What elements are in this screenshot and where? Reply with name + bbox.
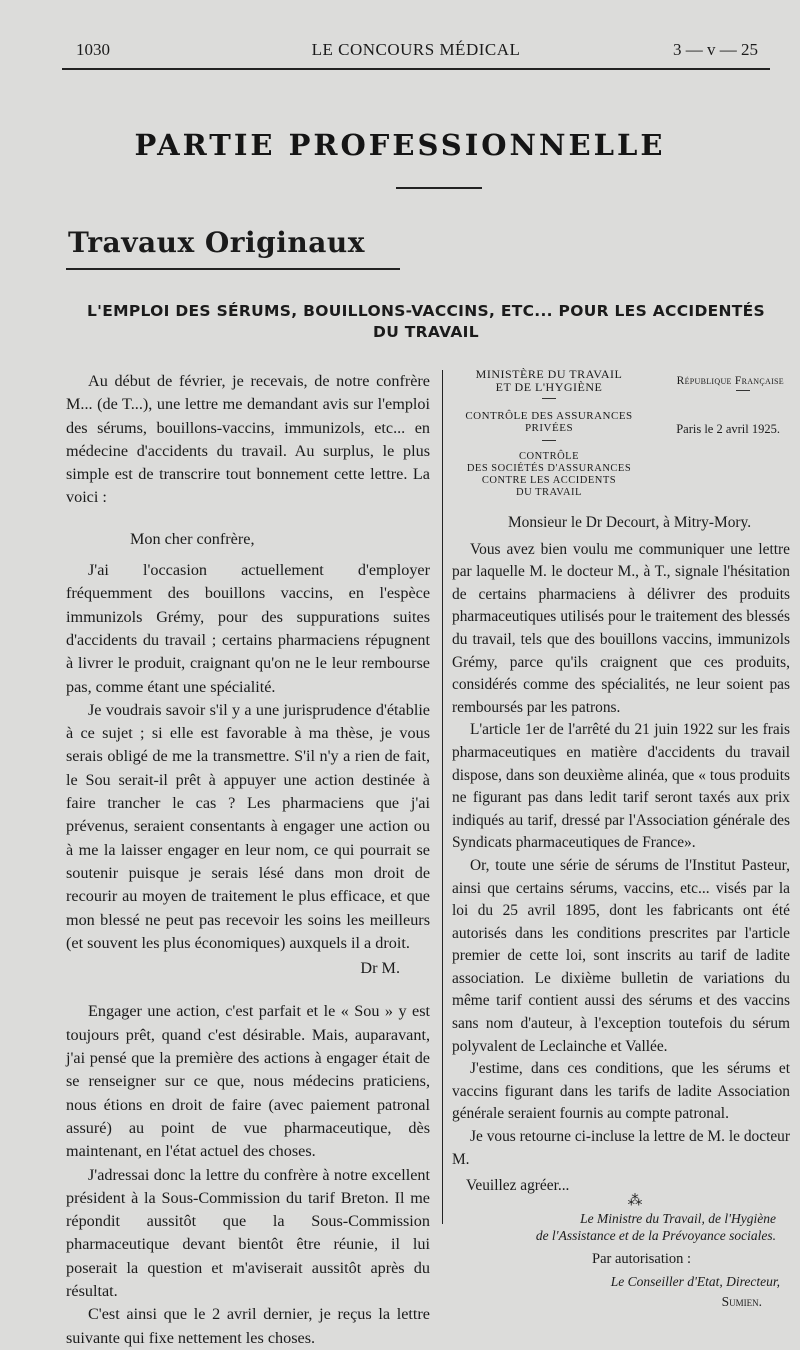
controle-line: PRIVÉES [524,422,574,434]
letterhead-dash [736,390,750,391]
letter-paragraph: Je voudrais savoir s'il y a une jurisprudence d'établie à ce sujet ; si elle est favorable à ma thèse, je vous serais obligé de me la transmettre. S'il n'y a rien de fait, le Sou serait-il prêt à appuyer une action destinée à faire trancher le cas ? Les pharmaciens que j'ai prévenus, seraient consentants à engager une action ou à me la laisser engager en leur nom, ce qui pourrait se soutenir puisque je serais lésé dans mon droit de recourir au moyen de traitement le plus efficace, et que mon blessé ne peut pas recevoir les soins les meilleurs (et souvent les plus économiques) auxquels il a droit. [66,700,430,952]
reply-paragraph: Je vous retourne ci-incluse la lettre de M. le docteur M. [452,1128,790,1168]
page-number: 1030 [76,40,110,59]
column-divider [442,370,443,1224]
article-title-line1: L'EMPLOI DES SÉRUMS, BOUILLONS-VACCINS, ETC... POUR LES ACCIDENTÉS [87,302,765,320]
reply-paragraph: J'estime, dans ces conditions, que les sérums et vaccins figurant dans les tarifs de ladite Association générale seraient fournis au compte patronal. [452,1060,790,1123]
article-title-line2: DU TRAVAIL [373,323,479,341]
signature-line: Le Ministre du Travail, de l'Hygiène [580,1210,776,1226]
controle-line: DES SOCIÉTÉS D'ASSURANCES [466,463,632,474]
running-head [62,36,770,66]
conseiller-title: Le Conseiller d'Etat, Directeur, [610,1274,780,1290]
letter-date: Paris le 2 avril 1925. [676,422,780,436]
reply-paragraph: L'article 1er de l'arrêté du 21 juin 1922 sur les frais pharmaceutiques en matière d'accidents du travail dispose, dans son deuxième alinéa, que « tous produits ne figurant pas dans ledit tarif seront taxés aux prix indiqués au tarif, dressé par l'Association générale des Syndicats pharmaceutiques de France». [452,721,790,852]
letter-closing: Veuillez agréer... [466,1177,570,1195]
right-column [452,368,790,1314]
article-title [56,301,796,343]
letter-paragraph: J'ai l'occasion actuellement d'employer fréquemment des bouillons vaccins, en l'espèce immunizols Grémy, pour des suppurations suites d'accidents du travail ; certains pharmaciens répugnent à livrer le produit, craignant qu'on ne le leur rembourse pas, comme étant une spécialité. [66,561,430,696]
subsection-underline [66,268,400,270]
letterhead-dash [542,440,556,441]
issue-date: 3 — v — 25 [673,40,758,59]
reply-paragraph: Vous avez bien voulu me communiquer une lettre par laquelle M. le docteur M., à T., signale l'hésitation de certains pharmaciens à délivrer des produits pharmaceutiques utilisés pour le traitement des blessés du travail, tels que des bouillons vaccins, immunizols Grémy, parce qu'ils craignent que ces produits, considérés comme des spécialités, ne leur soient pas remboursés par les patrons. [452,540,790,716]
letterhead-dash [542,398,556,399]
ministry-line: MINISTÈRE DU TRAVAIL [475,367,623,381]
left-column [66,370,430,1350]
journal-title: LE CONCOURS MÉDICAL [311,40,521,59]
letter-addressee: Monsieur le Dr Decourt, à Mitry-Mory. [508,514,752,531]
ministry-name [454,368,644,394]
authorization-line: Par autorisation : [592,1250,692,1267]
body-paragraph: Engager une action, c'est parfait et le « Sou » y est toujours prêt, quand c'est désirable. Mais, auparavant, j'ai pensé que la première des actions à engager était de se renseigner sur ce que, nous médecins praticiens, nous étions en droit de faire (avec paiement patronal assuré) au point de vue pharmaceutique, dès maintenant, en l'état actuel des choses. [66,1002,430,1161]
body-paragraph: C'est ainsi que le 2 avril dernier, je reçus la lettre suivante qui fixe nettement les choses. [66,1305,430,1347]
section-divider [396,187,482,189]
section-title: PARTIE PROFESSIONNELLE [134,128,666,162]
letter-salutation: Mon cher confrère, [130,529,255,548]
signature-line: de l'Assistance et de la Prévoyance sociales. [535,1227,776,1243]
letterhead [452,368,790,510]
controle-line: CONTRÔLE [519,451,579,462]
ministry-line: ET DE L'HYGIÈNE [495,380,603,394]
subsection-title: Travaux Originaux [68,226,365,259]
controle-line: CONTRÔLE DES ASSURANCES [465,410,633,422]
controle-societes [454,451,644,499]
letter-signature: Dr M. [360,959,400,978]
signatory-name: Sumien. [721,1294,762,1310]
minister-signature [452,1210,776,1244]
reply-paragraph: Or, toute une série de sérums de l'Institut Pasteur, ainsi que certains sérums, vaccins, etc... visés par la loi du 25 avril 1895, dont les fabricants ont été autorisés dans les conditions prescrites par l'article premier de cette loi, sont inscrits au tarif de ladite association. Le dixième bulletin de variations du même tarif contient aussi des sérums et des vaccins sans nom d'auteur, à l'exception toutefois du sérum polyvalent de Leclainche et Vallée. [452,856,790,1055]
intro-paragraph: Au début de février, je recevais, de notre confrère M... (de T...), une lettre me demandant avis sur l'emploi des sérums, bouillons-vaccins, immunizols, etc... en médecine d'accidents du travail. Au surplus, le plus simple est de transcrire tout bonnement cette lettre. La voici : [66,372,430,507]
controle-assurances [454,410,644,434]
asterism: ⁂ [627,1193,643,1209]
controle-line: DU TRAVAIL [516,487,582,498]
header-rule [62,68,770,70]
controle-line: CONTRE LES ACCIDENTS [481,475,617,486]
republic-heading: République Française [676,375,784,387]
body-paragraph: J'adressai donc la lettre du confrère à notre excellent président à la Sous-Commission du tarif Breton. Il me répondit aussitôt que la Sous-Commission pharmaceutique devant bientôt être réunie, il lui poserait la question et m'aviserait aussitôt après du résultat. [66,1165,430,1300]
